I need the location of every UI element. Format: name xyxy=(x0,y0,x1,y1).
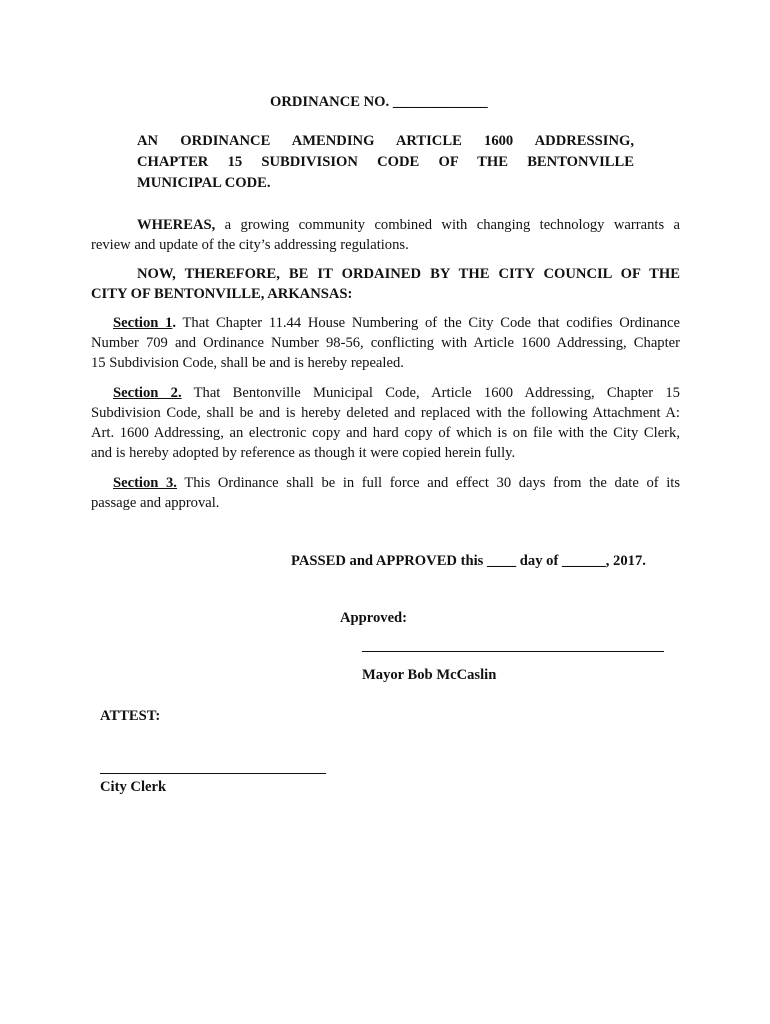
section-2-line-1: Section 2. That Bentonville Municipal Code, Article 1600 Addressing, Chapter 15 xyxy=(113,385,680,401)
section-3-line-2: passage and approval. xyxy=(91,495,220,511)
ordinance-title: ORDINANCE NO. _____________ xyxy=(270,94,488,110)
ordaining-line-1: NOW, THEREFORE, BE IT ORDAINED BY THE CITY COUNCIL OF THE xyxy=(137,266,680,282)
section-1-label: Section 1 xyxy=(113,315,173,331)
attest-label: ATTEST: xyxy=(100,708,161,724)
section-2-line-3: Art. 1600 Addressing, an electronic copy and hard copy of which is on file with the City Clerk, xyxy=(91,425,680,441)
section-2-line-2: Subdivision Code, shall be and is hereby deleted and replaced with the following Attachment A: xyxy=(91,405,680,421)
caption-line-2: CHAPTER 15 SUBDIVISION CODE OF THE BENTONVILLE xyxy=(137,154,634,170)
section-2 xyxy=(91,383,680,463)
mayor-name: Mayor Bob McCaslin xyxy=(362,667,497,683)
passed-approved-line: PASSED and APPROVED this ____ day of ______, 2017. xyxy=(291,553,646,569)
whereas-line-2: review and update of the city’s addressing regulations. xyxy=(91,237,409,253)
whereas-paragraph xyxy=(91,215,680,255)
whereas-text-1: a growing community combined with changing technology warrants a xyxy=(224,217,680,233)
caption-line-1: AN ORDINANCE AMENDING ARTICLE 1600 ADDRESSING, xyxy=(137,133,634,149)
caption-line-3: MUNICIPAL CODE. xyxy=(137,175,271,191)
section-3-label: Section 3. xyxy=(113,475,177,491)
section-1-line-1: Section 1. That Chapter 11.44 House Numbering of the City Code that codifies Ordinance xyxy=(113,315,680,331)
section-1-line-2: Number 709 and Ordinance Number 98-56, conflicting with Article 1600 Addressing, Chapter xyxy=(91,335,680,351)
section-1-line-3: 15 Subdivision Code, shall be and is hereby repealed. xyxy=(91,355,404,371)
whereas-label: WHEREAS, xyxy=(137,217,216,233)
ordaining-clause xyxy=(91,264,680,304)
clerk-signature-line xyxy=(100,773,326,774)
section-2-line-4: and is hereby adopted by reference as though it were copied herein fully. xyxy=(91,445,516,461)
ordaining-line-2: CITY OF BENTONVILLE, ARKANSAS: xyxy=(91,286,353,302)
section-3 xyxy=(91,473,680,513)
section-2-label: Section 2. xyxy=(113,385,182,401)
whereas-line-1 xyxy=(91,215,680,235)
approved-label: Approved: xyxy=(340,610,408,626)
mayor-signature-line xyxy=(362,651,664,652)
city-clerk-label: City Clerk xyxy=(100,779,167,795)
section-1 xyxy=(91,313,680,373)
section-3-line-1: Section 3. This Ordinance shall be in full force and effect 30 days from the date of its xyxy=(113,475,680,491)
